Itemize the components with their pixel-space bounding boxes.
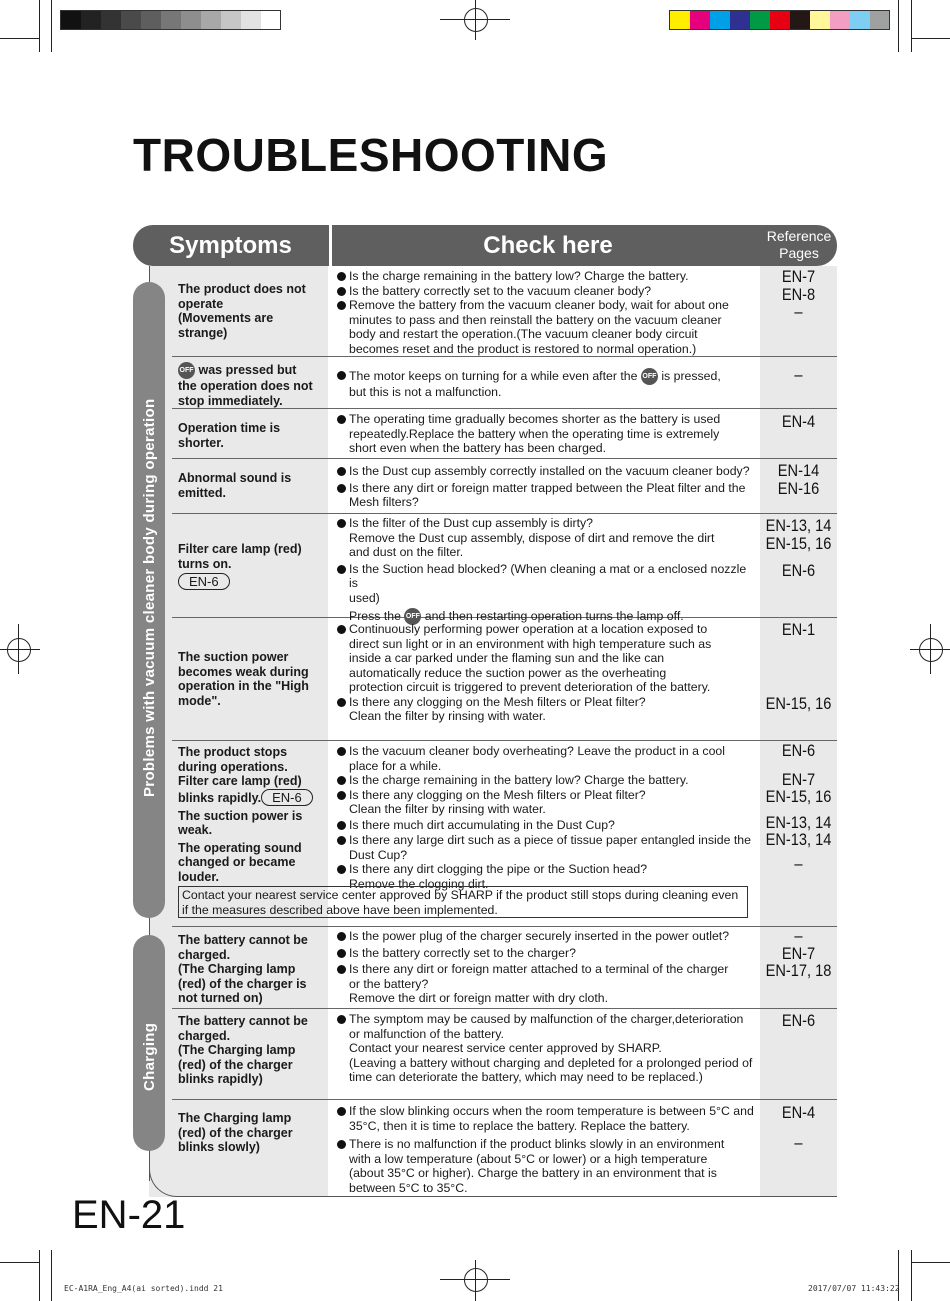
check-cell: [336, 464, 758, 510]
registration-mark-line: [0, 649, 40, 650]
swatch: [81, 11, 101, 29]
row-divider: [172, 740, 837, 741]
operation-tab: [133, 282, 165, 918]
check-text: The motor keeps on turning for a while even after the: [349, 368, 638, 383]
symptom-line: turns on.: [178, 556, 232, 571]
symptom-line: (red) of the charger: [178, 1057, 293, 1072]
reference-link: EN-13, 14: [765, 812, 832, 832]
charging-tab: [133, 935, 165, 1151]
check-line: repeatedly.Replace the battery when the operating time is extremely: [349, 426, 720, 441]
symptom-line: emitted.: [178, 485, 226, 500]
symptom-line: weak.: [178, 823, 213, 837]
symptom-line: changed or became: [178, 855, 296, 869]
symptom-cell: [178, 1111, 324, 1155]
page-ref-pill: EN-6: [261, 789, 313, 806]
check-cell: [336, 516, 758, 625]
check-text: and then restarting operation turns the lamp off.: [424, 608, 684, 623]
operation-tab-label: Problems with vacuum cleaner body during operation: [141, 398, 158, 797]
check-line: place for a while.: [349, 758, 442, 773]
check-item: [336, 773, 758, 788]
symptom-line: Operation time is: [178, 421, 281, 435]
symptom-line: (red) of the charger is: [178, 976, 307, 991]
registration-mark-line: [475, 1260, 476, 1301]
symptom-cell: [178, 421, 324, 450]
check-cell: [336, 1104, 758, 1195]
check-line: Is the Dust cup assembly correctly installed on the vacuum cleaner body?: [349, 464, 750, 478]
crop-mark: [911, 1250, 912, 1301]
reference-link: EN-15, 16: [765, 787, 832, 806]
check-line: Continuously performing power operation at a location exposed to: [349, 622, 708, 636]
symptom-line: strange): [178, 325, 228, 340]
check-line: 35°C, then it is time to replace the battery. Replace the battery.: [349, 1118, 690, 1133]
check-line: Is there any large dirt such as a piece of tissue paper entangled inside the: [349, 833, 751, 847]
check-text: Press the: [349, 608, 401, 623]
reference-link: EN-6: [781, 1011, 816, 1030]
check-line: Is the battery correctly set to the vacuum cleaner body?: [349, 283, 652, 298]
crop-mark: [39, 1250, 40, 1301]
reference-link: EN-4: [781, 1103, 816, 1122]
check-line: minutes to pass and then reinstall the battery on the vacuum cleaner: [349, 312, 722, 327]
reference-link: EN-1: [781, 620, 816, 639]
check-line: Remove the battery from the vacuum cleaner body, wait for about one: [349, 298, 729, 312]
crop-mark: [911, 0, 912, 52]
symptom-line-with-pill: [178, 789, 324, 806]
check-line: There is no malfunction if the product blinks slowly in an environment: [349, 1137, 725, 1151]
symptom-line: charged.: [178, 947, 231, 962]
check-item: [336, 929, 758, 944]
check-line: protection circuit is triggered to prevent deterioration of the battery.: [349, 680, 711, 694]
swatch: [830, 11, 850, 29]
check-line: but this is not a malfunction.: [349, 385, 502, 399]
crop-mark: [911, 1262, 950, 1263]
check-line: Is the charge remaining in the battery low? Charge the battery.: [349, 269, 689, 283]
swatch: [770, 11, 790, 29]
page-title: TROUBLESHOOTING: [133, 129, 609, 181]
swatch: [61, 11, 81, 29]
check-item: [336, 1137, 758, 1195]
check-item: [336, 368, 758, 400]
symptom-line: The suction power is: [178, 808, 303, 823]
check-line: body and restart the operation.(The vacuum cleaner body circuit: [349, 327, 698, 341]
check-line: Contact your nearest service center approved by SHARP.: [349, 1041, 662, 1055]
symptom-line: operation in the "High: [178, 679, 309, 693]
row-divider: [172, 408, 837, 409]
page-number: EN-21: [72, 1193, 186, 1237]
symptom-line: operate: [178, 296, 224, 311]
symptom-cell: [178, 471, 324, 500]
check-line: automatically reduce the suction power as the overheating: [349, 665, 667, 680]
reference-link: –: [794, 926, 803, 945]
swatch: [710, 11, 730, 29]
check-line: becomes reset and the product is restored to normal operation.): [349, 341, 697, 356]
reference-link: EN-14: [777, 461, 820, 480]
check-line: Clean the filter by rinsing with water.: [349, 709, 546, 723]
check-item: [336, 788, 758, 817]
check-line: Is the Suction head blocked? (When cleaning a mat or a enclosed nozzle is: [349, 561, 747, 590]
symptom-line: The battery cannot be: [178, 1014, 308, 1028]
reference-link: EN-7: [781, 943, 816, 963]
check-line: Clean the filter by rinsing with water.: [349, 802, 546, 816]
swatch: [870, 11, 889, 29]
reference-link: EN-17, 18: [765, 961, 832, 980]
footer-timestamp: 2017/07/07 11:43:22: [808, 1284, 900, 1293]
swatch: [241, 11, 261, 29]
page-ref-pill: EN-6: [178, 573, 230, 590]
check-line: Is there any clogging on the Mesh filters or Pleat filter?: [349, 694, 646, 709]
swatch: [810, 11, 830, 29]
row-divider: [172, 1099, 837, 1100]
check-item: [336, 962, 758, 1006]
registration-mark: [7, 638, 31, 662]
footer-file-info: EC-A1RA_Eng_A4(ai sorted).indd 21: [64, 1284, 223, 1293]
reference-link: EN-6: [781, 561, 816, 580]
symptom-text: blinks rapidly.: [178, 790, 262, 805]
symptom-line: charged.: [178, 1028, 231, 1043]
symptom-cell: [178, 282, 324, 340]
symptom-cell: [178, 650, 324, 708]
swatch: [141, 11, 161, 29]
reference-cell: [765, 366, 831, 384]
check-item: [336, 818, 758, 833]
symptom-line: stop immediately.: [178, 393, 283, 408]
check-item: [336, 744, 758, 773]
service-contact-box: [178, 886, 748, 918]
symptoms-heading: Symptoms: [169, 232, 292, 259]
check-line: If the slow blinking occurs when the room temperature is between 5°C and: [349, 1104, 754, 1118]
off-button-icon: OFF: [178, 362, 195, 379]
check-text: is pressed,: [661, 368, 721, 383]
registration-mark-line: [475, 0, 476, 40]
check-line: Is there any dirt or foreign matter trapped between the Pleat filter and the: [349, 480, 746, 495]
symptom-line-with-icon: [178, 362, 324, 379]
row-divider: [172, 1008, 837, 1009]
crop-mark: [51, 1250, 52, 1301]
check-line: direct sun light or in an environment with high temperature such as: [349, 636, 712, 651]
off-button-icon: OFF: [641, 368, 658, 385]
reference-cell: [765, 413, 831, 431]
reference-link: EN-13, 14: [765, 830, 832, 849]
check-item: [336, 481, 758, 510]
reference-link: –: [794, 853, 803, 873]
gray-color-bar: [60, 10, 281, 30]
crop-mark: [0, 38, 39, 39]
reference-pages-heading: [761, 228, 837, 262]
check-cell: [336, 929, 758, 1006]
check-item: [336, 622, 758, 695]
reference-link: EN-15, 16: [765, 533, 832, 553]
reference-cell: [765, 462, 831, 497]
swatch: [161, 11, 181, 29]
reference-link: –: [794, 1132, 803, 1152]
check-line-with-icon: [349, 368, 758, 385]
symptom-cell: [178, 745, 324, 884]
swatch: [790, 11, 810, 29]
check-line: Dust Cup?: [349, 847, 408, 862]
symptom-line: (Movements are: [178, 311, 274, 325]
check-item: [336, 516, 758, 560]
crop-mark: [39, 0, 40, 52]
symptom-line: not turned on): [178, 991, 263, 1005]
crop-mark: [898, 0, 899, 52]
check-item: [336, 298, 758, 356]
symptom-line: during operations.: [178, 759, 288, 774]
page-ref-pill-wrap: [178, 573, 324, 590]
check-line: Is the vacuum cleaner body overheating? Leave the product in a cool: [349, 744, 725, 758]
symptom-line: The operating sound: [178, 840, 302, 855]
process-color-bar: [669, 10, 890, 30]
registration-mark-line: [930, 624, 931, 674]
crop-mark: [898, 1250, 899, 1301]
reference-link: EN-8: [781, 284, 816, 304]
reference-cell: [765, 517, 831, 580]
swatch: [101, 11, 121, 29]
symptom-line: (The Charging lamp: [178, 1043, 296, 1057]
symptom-line: Filter care lamp (red): [178, 774, 302, 788]
reference-link: –: [794, 302, 803, 321]
symptom-line: blinks rapidly): [178, 1072, 263, 1086]
reference-link: EN-15, 16: [765, 693, 832, 713]
symptom-line: louder.: [178, 869, 219, 884]
symptom-line: The Charging lamp: [178, 1111, 292, 1125]
reference-cell: [765, 621, 831, 712]
registration-mark: [919, 638, 943, 662]
symptom-line: (The Charging lamp: [178, 962, 296, 976]
row-divider: [172, 356, 837, 357]
check-item: [336, 1104, 758, 1133]
registration-mark-line: [18, 624, 19, 674]
check-here-heading: Check here: [329, 225, 764, 266]
reference-link: EN-7: [781, 267, 816, 286]
check-item: [336, 412, 758, 456]
check-line: Is the battery correctly set to the charger?: [349, 945, 576, 960]
check-line: (about 35°C or higher). Charge the battery in an environment that is: [349, 1166, 717, 1180]
symptom-cell: [178, 1014, 324, 1087]
reference-link: EN-13, 14: [765, 516, 832, 535]
table-header: [133, 225, 837, 266]
reference-link: EN-4: [781, 412, 816, 431]
check-cell: [336, 368, 758, 400]
check-cell: [336, 744, 758, 891]
check-cell: [336, 412, 758, 456]
symptom-line: The suction power: [178, 650, 289, 664]
symptom-cell: [178, 362, 324, 408]
check-item: [336, 833, 758, 862]
symptom-line: the operation does not: [178, 379, 313, 393]
reference-link: –: [794, 365, 803, 384]
reference-cell: [765, 1104, 831, 1151]
swatch: [201, 11, 221, 29]
check-cell: [336, 269, 758, 356]
swatch: [181, 11, 201, 29]
check-line: used): [349, 590, 380, 605]
check-item: [336, 269, 758, 284]
contact-line: Contact your nearest service center approved by SHARP if the product still stops during cleaning even: [182, 888, 739, 902]
symptom-line: mode".: [178, 693, 221, 708]
check-line: Is the charge remaining in the battery low? Charge the battery.: [349, 773, 689, 787]
crop-mark: [0, 1262, 39, 1263]
symptom-line: blinks slowly): [178, 1140, 260, 1154]
check-line: or the battery?: [349, 976, 429, 991]
check-line: time can deteriorate the battery, which may need to be replaced.): [349, 1070, 703, 1084]
contact-line: if the measures described above have been implemented.: [182, 902, 498, 917]
reference-cell: [765, 742, 831, 872]
reference-cell: [765, 927, 831, 980]
off-button-icon: OFF: [404, 608, 421, 625]
symptom-line: The battery cannot be: [178, 933, 308, 947]
check-line: Is there much dirt accumulating in the Dust Cup?: [349, 817, 615, 832]
check-line: Remove the clogging dirt.: [349, 876, 489, 891]
swatch: [121, 11, 141, 29]
crop-mark: [51, 0, 52, 52]
registration-mark: [464, 8, 488, 32]
check-line: short even when the battery has been charged.: [349, 441, 607, 455]
symptom-cell: [178, 542, 324, 590]
symptom-line: The product does not: [178, 282, 306, 296]
reference-link: EN-16: [777, 478, 820, 498]
check-line: Remove the Dust cup assembly, dispose of dirt and remove the dirt: [349, 530, 715, 545]
charging-tab-label: Charging: [141, 1022, 158, 1091]
check-item: [336, 695, 758, 724]
reference-heading-line: Pages: [779, 245, 819, 261]
symptom-cell: [178, 933, 324, 1006]
check-line: (Leaving a battery without charging and depleted for a prolonged period of: [349, 1055, 753, 1070]
symptom-line: becomes weak during: [178, 664, 309, 679]
crop-mark: [911, 38, 950, 39]
row-divider: [172, 926, 837, 927]
swatch: [690, 11, 710, 29]
check-item: [336, 284, 758, 299]
swatch: [261, 11, 280, 29]
check-item: [336, 946, 758, 961]
swatch: [221, 11, 241, 29]
symptom-line: shorter.: [178, 435, 224, 450]
reference-cell: [765, 268, 831, 321]
check-line: with a low temperature (about 5°C or lower) or a high temperature: [349, 1151, 708, 1166]
symptom-line: The product stops: [178, 745, 288, 759]
symptom-line: Filter care lamp (red): [178, 542, 302, 556]
check-cell: [336, 1012, 758, 1085]
reference-link: EN-6: [781, 741, 816, 760]
check-cell: [336, 622, 758, 724]
check-line: Mesh filters?: [349, 495, 419, 509]
symptom-line: Abnormal sound is: [178, 471, 292, 485]
registration-mark: [464, 1268, 488, 1292]
reference-link: EN-7: [781, 769, 816, 789]
check-line: between 5°C to 35°C.: [349, 1180, 468, 1195]
swatch: [850, 11, 870, 29]
check-item: [336, 1012, 758, 1085]
row-divider: [172, 513, 837, 514]
reference-heading-line: Reference: [766, 228, 832, 244]
swatch: [730, 11, 750, 29]
check-line: Is there any dirt clogging the pipe or the Suction head?: [349, 862, 648, 876]
check-item: [336, 562, 758, 606]
table-bottom-line: [178, 1196, 837, 1197]
check-line: Is there any dirt or foreign matter attached to a terminal of the charger: [349, 962, 729, 976]
check-line: and dust on the filter.: [349, 545, 464, 559]
swatch: [670, 11, 690, 29]
check-line: The symptom may be caused by malfunction of the charger,deterioration: [349, 1012, 744, 1026]
check-line: Is the filter of the Dust cup assembly is dirty?: [349, 516, 593, 530]
symptom-line: was pressed but: [198, 362, 297, 377]
check-line: inside a car parked under the flaming sun and the like can: [349, 651, 665, 665]
check-item: [336, 464, 758, 479]
row-divider: [172, 458, 837, 459]
reference-column-bg: [760, 266, 837, 1197]
check-line: Is the power plug of the charger securely inserted in the power outlet?: [349, 929, 730, 943]
reference-cell: [765, 1012, 831, 1030]
check-line: The operating time gradually becomes shorter as the battery is used: [349, 412, 721, 426]
symptom-line: (red) of the charger: [178, 1125, 293, 1140]
check-line: or malfunction of the battery.: [349, 1026, 504, 1041]
swatch: [750, 11, 770, 29]
check-line: Is there any clogging on the Mesh filters or Pleat filter?: [349, 787, 646, 802]
check-line: Remove the dirt or foreign matter with dry cloth.: [349, 991, 609, 1005]
